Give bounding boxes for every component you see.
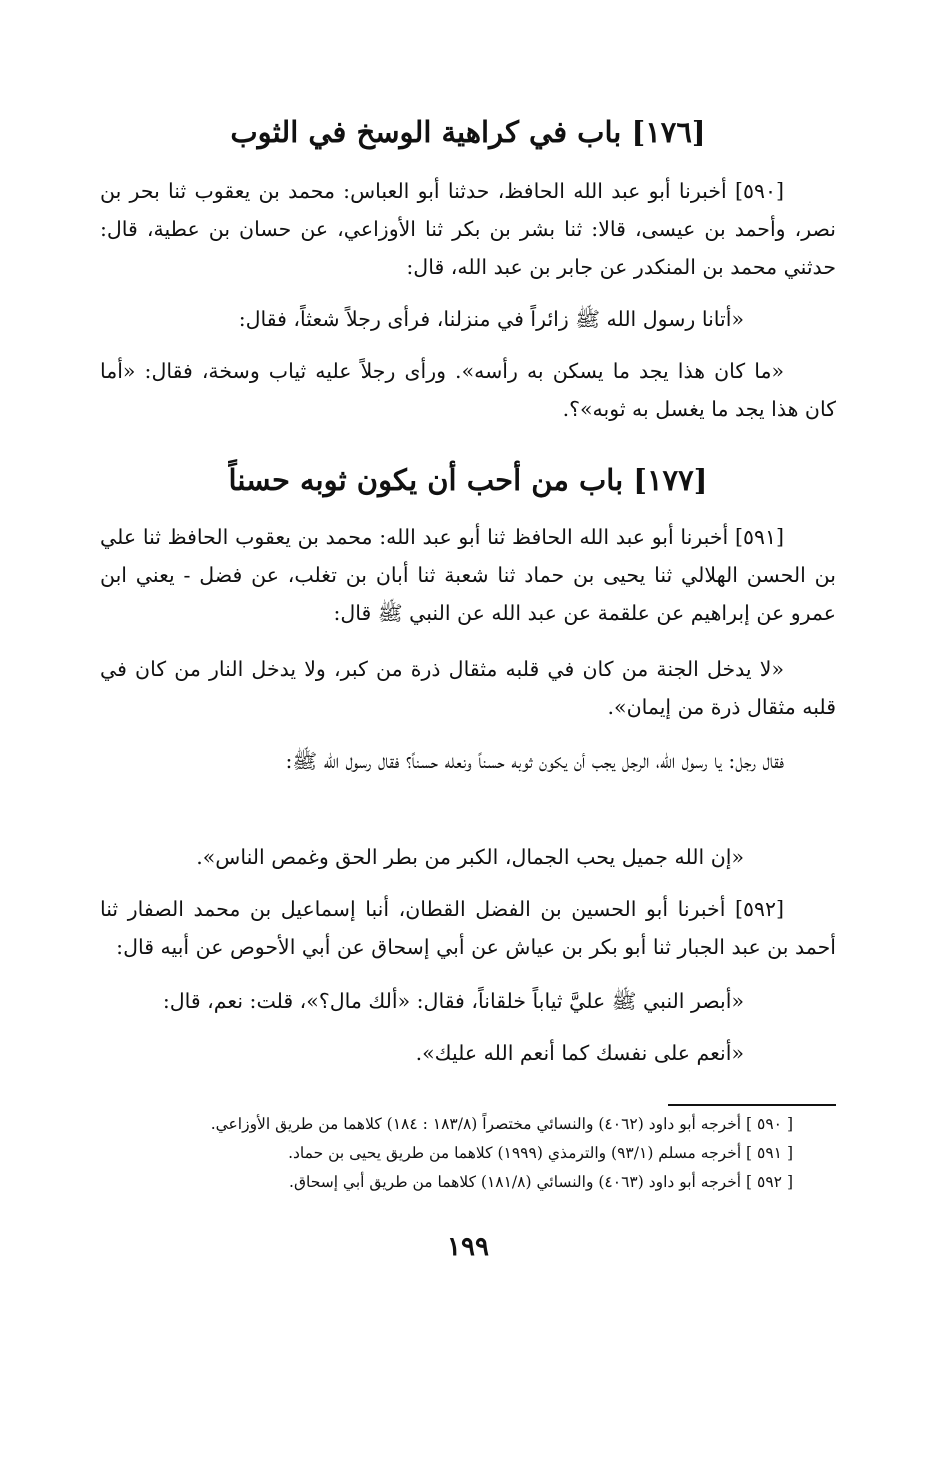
footnote-591: [ ٥٩١ ] أخرجه مسلم (٩٣/١) والترمذي (١٩٩٩) كلاهما من طريق يحيى بن حماد. bbox=[288, 1144, 793, 1162]
footnote-divider bbox=[668, 1104, 836, 1106]
hadith-590-continuation: «ما كان هذا يجد ما يسكن به رأسه». ورأى رجلاً عليه ثياب وسخة، فقال: «أما كان هذا يجد ما يغسل به ثوبه»؟. bbox=[100, 359, 836, 421]
hadith-592-reply: «أنعم على نفسك كما أنعم الله عليك». bbox=[415, 1041, 744, 1065]
chapter-heading-177: [١٧٧] باب من أحب أن يكون ثوبه حسناً bbox=[228, 463, 708, 497]
hadith-592-text: «أبصر النبي ﷺ عليَّ ثياباً خلقاناً، فقال: «ألك مال؟»، قلت: نعم، قال: bbox=[162, 989, 744, 1013]
hadith-592-isnad: [٥٩٢] أخبرنا أبو الحسين بن الفضل القطان، أنبا إسماعيل بن محمد الصفار ثنا أحمد بن عبد الجبار ثنا أبو بكر بن عياش عن أبي إسحاق عن أبي الأحوص عن أبيه قال: bbox=[100, 897, 836, 959]
hadith-591-answer: «إن الله جميل يحب الجمال، الكبر من بطر الحق وغمص الناس». bbox=[196, 845, 744, 869]
hadith-591-isnad: [٥٩١] أخبرنا أبو عبد الله الحافظ ثنا أبو عبد الله: محمد بن يعقوب الحافظ ثنا علي بن الحسن الهلالي ثنا يحيى بن حماد ثنا شعبة ثنا أبان بن تغلب، عن فضل - يعني ابن عمرو عن إبراهيم عن علقمة عن عبد الله عن النبي ﷺ قال: bbox=[100, 525, 836, 625]
footnotes bbox=[100, 1110, 793, 1197]
hadith-590-isnad: [٥٩٠] أخبرنا أبو عبد الله الحافظ، حدثنا أبو العباس: محمد بن يعقوب ثنا بحر بن نصر، وأحمد بن عيسى، قالا: ثنا بشر بن بكر ثنا الأوزاعي، عن حسان بن عطية، قال: حدثني محمد بن المنكدر عن جابر بن عبد الله، قال: bbox=[100, 179, 836, 279]
hadith-591-text: «لا يدخل الجنة من كان في قلبه مثقال ذرة من كبر، ولا يدخل النار من كان في قلبه مثقال ذرة من إيمان». bbox=[100, 657, 836, 719]
hadith-591-question: فقال رجل: يا رسول الله، الرجل يجب أن يكون ثوبه حسناً ونعله حسناً؟ فقال رسول الله ﷺ: bbox=[285, 749, 784, 773]
footnote-590: [ ٥٩٠ ] أخرجه أبو داود (٤٠٦٢) والنسائي مختصراً (١٨٣/٨ : ١٨٤) كلاهما من طريق الأوزاعي. bbox=[210, 1115, 793, 1133]
hadith-590-text: «أتانا رسول الله ﷺ زائراً في منزلنا، فرأى رجلاً شعثاً، فقال: bbox=[238, 307, 744, 331]
chapter-heading-176: [١٧٦] باب في كراهية الوسخ في الثوب bbox=[230, 115, 706, 149]
footnote-592: [ ٥٩٢ ] أخرجه أبو داود (٤٠٦٣) والنسائي (١٨١/٨) كلاهما من طريق أبي إسحاق. bbox=[289, 1173, 793, 1191]
page-number: ١٩٩ bbox=[447, 1232, 489, 1262]
